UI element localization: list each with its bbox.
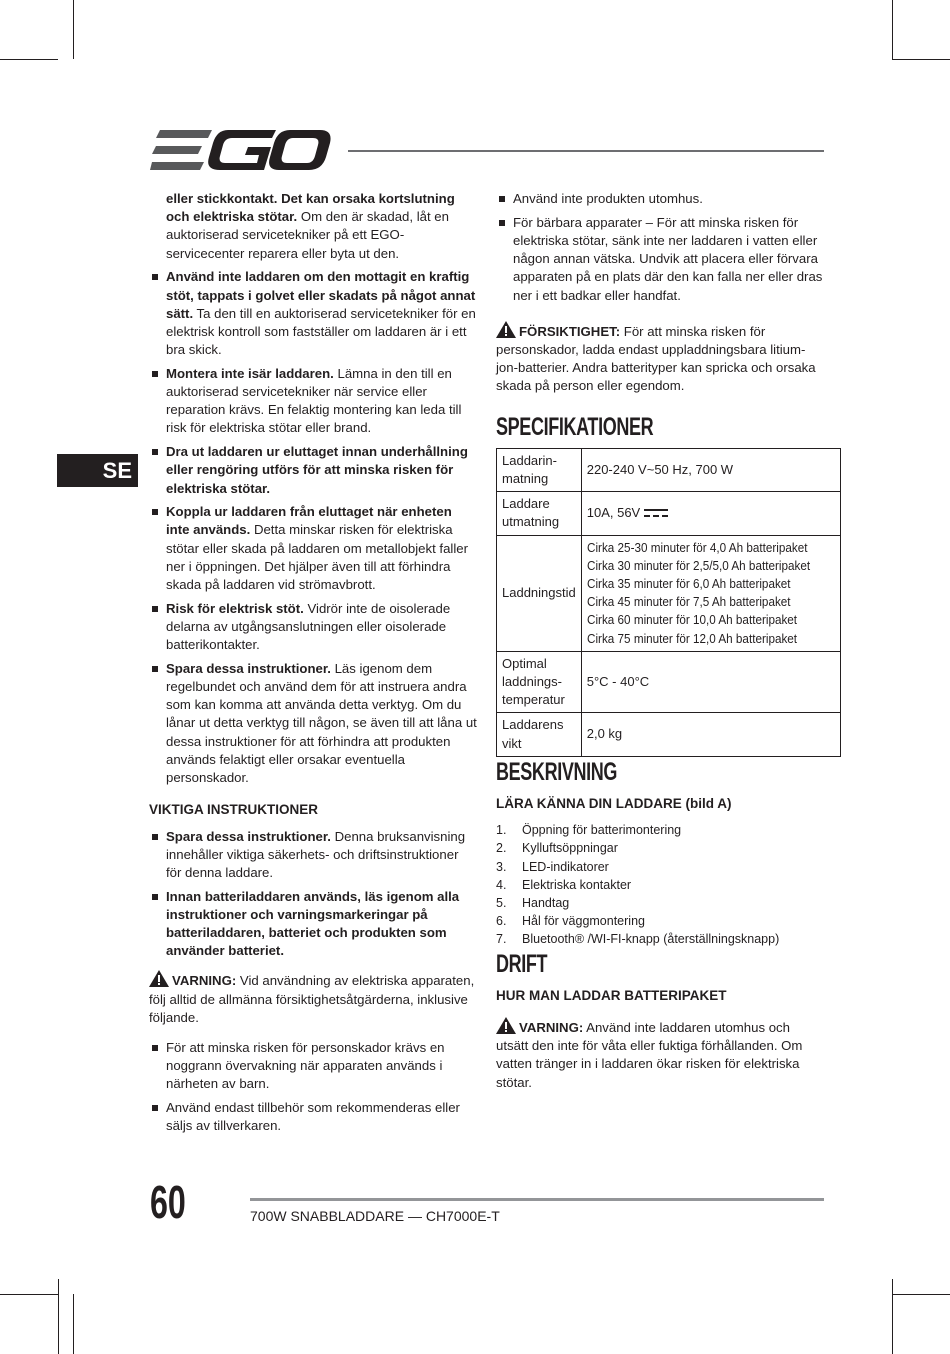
caution-text: För att minska risken för personskador, ladda endast uppladdningsbara litium-jon-batterier. Andra batterityper kan spricka och orsaka skada på person eller egendom.	[496, 323, 816, 394]
spec-key: Laddare utmatning	[497, 492, 582, 535]
item-number: 1.	[496, 823, 507, 838]
crop-mark	[73, 0, 74, 59]
item-text: Elektriska kontakter	[522, 877, 632, 892]
warning-triangle-icon	[149, 970, 169, 987]
right-column	[496, 190, 824, 1104]
intro-bold: eller stickkontakt. Det kan orsaka kortslutning och elektriska stötar.	[166, 191, 455, 225]
warning-text: Vid användning av elektriska apparaten, följ alltid de allmänna försiktighetsåtgärderna, inklusive följande.	[149, 973, 475, 1025]
spec-key: Laddarin-matning	[497, 448, 582, 491]
crop-mark	[73, 1294, 74, 1354]
bullet-bold: Risk för elektrisk stöt.	[166, 600, 304, 616]
table-row	[497, 651, 841, 713]
item-number: 6.	[496, 914, 507, 929]
list-item	[496, 821, 824, 839]
item-number: 5.	[496, 896, 507, 910]
item-number: 7.	[496, 932, 507, 947]
spec-value: 10A, 56V	[586, 505, 641, 521]
list-item	[149, 660, 477, 787]
bullet-text: Lämna in den till en auktoriserad servicetekniker när service eller reparation krävs. En felaktig montering kan leda till risk för elektriska stötar eller brand.	[166, 365, 462, 436]
bullet-bold: Spara dessa instruktioner.	[166, 660, 331, 676]
spec-key: Laddarens vikt	[497, 713, 582, 756]
list-item	[149, 503, 477, 594]
crop-mark	[892, 59, 950, 60]
important-heading: VIKTIGA INSTRUKTIONER	[149, 802, 319, 818]
warning-paragraph	[149, 970, 477, 1027]
bullet-text: Denna bruksanvisning innehåller viktiga säkerhets- och driftsinstruktioner för denna laddare.	[166, 828, 466, 880]
spec-key: Optimal laddnings-temperatur	[497, 651, 582, 713]
bullet-text: Använd inte produkten utomhus.	[513, 191, 703, 206]
list-item	[149, 1039, 477, 1094]
description-subheading: LÄRA KÄNNA DIN LADDARE (bild A)	[496, 795, 732, 811]
item-text: Kylluftsöppningar	[522, 841, 618, 856]
bullet-bold: Dra ut laddaren ur eluttaget innan underhållning eller rengöring utförs för att minska risken för elektriska stötar.	[166, 444, 468, 496]
list-item	[496, 930, 824, 948]
crop-mark	[58, 1279, 59, 1354]
footer-product: 700W SNABBLADDARE — CH7000E-T	[250, 1208, 500, 1224]
operation-title: DRIFT	[496, 949, 548, 978]
spec-key: Laddningstid	[497, 535, 582, 651]
charge-time: Cirka 30 minuter för 2,5/5,0 Ah batteripaket	[586, 557, 810, 573]
intro-text: Om den är skadad, låt en auktoriserad servicetekniker på ett EGO-servicecenter reparera eller byta ut den.	[166, 209, 449, 261]
intro-paragraph	[149, 190, 477, 263]
list-item	[149, 600, 477, 655]
language-code: SE	[102, 458, 132, 483]
item-number: 2.	[496, 841, 507, 856]
operation-subheading: HUR MAN LADDAR BATTERIPAKET	[496, 987, 727, 1003]
bullet-text: För att minska risken för personskador krävs en noggrann övervakning när apparaten används i närheten av barn.	[166, 1040, 445, 1092]
list-item	[149, 268, 477, 359]
crop-mark	[0, 1294, 58, 1295]
table-row	[497, 535, 841, 651]
table-row	[497, 713, 841, 756]
charge-time: Cirka 45 minuter för 7,5 Ah batteripaket	[586, 594, 791, 610]
crop-mark	[892, 1279, 893, 1294]
list-item	[149, 443, 477, 498]
item-text: Bluetooth® /WI-FI-knapp (återställningsknapp)	[522, 932, 780, 947]
spec-title: SPECIFIKATIONER	[496, 412, 654, 441]
table-row	[497, 492, 841, 535]
bullet-text: Vidrör inte de oisolerade delarna av utgångsanslutningen eller oisolerade batterikontakter.	[166, 600, 451, 653]
page-number: 60	[150, 1176, 186, 1228]
spec-table	[496, 448, 841, 757]
item-number: 4.	[496, 877, 507, 892]
language-tab	[57, 454, 138, 487]
list-item	[496, 858, 824, 876]
crop-mark	[892, 1294, 950, 1295]
list-item	[149, 888, 477, 961]
bullet-bold: Spara dessa instruktioner.	[166, 828, 331, 844]
crop-mark	[892, 0, 893, 59]
item-text: Hål för väggmontering	[522, 914, 645, 929]
crop-mark	[892, 1294, 893, 1354]
bullet-text: Läs igenom dem regelbundet och använd dem för att instruera andra som kan komma att använda detta verktyg. Om du lånar ut detta verktyg till någon, se även till att låna ut dessa instruktioner för att förhindra att produkten används felaktigt eller orsakar eventuella personskador.	[166, 660, 477, 786]
bullet-bold: Använd inte laddaren om den mottagit en kraftig stöt, tappats i golvet eller skadats på något annat sätt.	[166, 269, 476, 321]
bullet-text: För bärbara apparater – För att minska risken för elektriska stötar, sänk inte ner laddaren i vatten eller någon annan vätska. Undvik att placera eller förvara apparaten på en plats där den kan falla ner eller dras ner i ett badkar eller handfat.	[513, 214, 823, 303]
bullet-bold: Montera inte isär laddaren.	[166, 365, 334, 381]
bullet-bold: Koppla ur laddaren från eluttaget när enheten inte används.	[166, 504, 452, 538]
item-text: Öppning för batterimontering	[522, 823, 682, 838]
spec-value-cell	[581, 535, 840, 651]
list-item	[496, 876, 824, 894]
table-row	[497, 448, 841, 491]
dc-symbol-icon	[644, 509, 668, 518]
spec-value-cell	[581, 492, 840, 535]
spec-value: 2,0 kg	[581, 713, 840, 756]
crop-mark	[0, 59, 58, 60]
item-number: 3.	[496, 859, 507, 874]
warning-label: VARNING:	[519, 1020, 584, 1036]
list-item	[496, 894, 824, 912]
list-item	[149, 1099, 477, 1135]
bullet-bold: Innan batteriladdaren används, läs igenom alla instruktioner och varningsmarkeringar på batteriladdaren, batteriet och produkten som använder batteriet.	[166, 888, 460, 959]
spec-value: 220-240 V~50 Hz, 700 W	[581, 448, 840, 491]
list-item	[149, 365, 477, 438]
description-title: BESKRIVNING	[496, 757, 618, 786]
caution-label: FÖRSIKTIGHET:	[519, 323, 621, 339]
item-text: LED-indikatorer	[522, 859, 609, 874]
ego-logo	[150, 130, 332, 172]
charge-time: Cirka 35 minuter för 6,0 Ah batteripaket	[586, 575, 791, 591]
warning-triangle-icon	[496, 321, 516, 338]
bullet-text: Detta minskar risken för elektriska stötar eller skada på laddaren om metallobjekt faller ner i öppningen. Det hjälper även till att förhindra skada på laddaren vid strömavbrott.	[166, 522, 469, 593]
list-item	[496, 214, 824, 305]
charge-time: Cirka 75 minuter för 12,0 Ah batteripaket	[586, 630, 797, 646]
caution-paragraph	[496, 321, 824, 396]
item-text: Handtag	[522, 896, 570, 910]
footer-rule	[250, 1198, 824, 1201]
warning-triangle-icon	[496, 1017, 516, 1034]
warning-paragraph	[496, 1017, 824, 1092]
warning-label: VARNING:	[172, 973, 237, 989]
header-rule	[348, 150, 824, 152]
bullet-text: Använd endast tillbehör som rekommenderas eller säljs av tillverkaren.	[166, 1100, 460, 1134]
list-item	[496, 190, 824, 208]
warning-text: Använd inte laddaren utomhus och utsätt den inte för våta eller fuktiga förhållanden. Om vatten tränger in i laddaren ökar risken för elektriska stötar.	[496, 1020, 803, 1090]
parts-list	[496, 821, 824, 948]
left-column	[149, 190, 477, 1141]
charge-time: Cirka 60 minuter för 10,0 Ah batteripaket	[586, 612, 797, 628]
bullet-text: Ta den till en auktoriserad servicetekniker för en elektrisk kontroll som fastställer om laddaren är i ett bra skick.	[166, 305, 476, 358]
charge-time: Cirka 25-30 minuter för 4,0 Ah batteripaket	[586, 539, 808, 555]
list-item	[149, 828, 477, 883]
list-item	[496, 839, 824, 857]
spec-value: 5°C - 40°C	[581, 651, 840, 713]
list-item	[496, 912, 824, 930]
